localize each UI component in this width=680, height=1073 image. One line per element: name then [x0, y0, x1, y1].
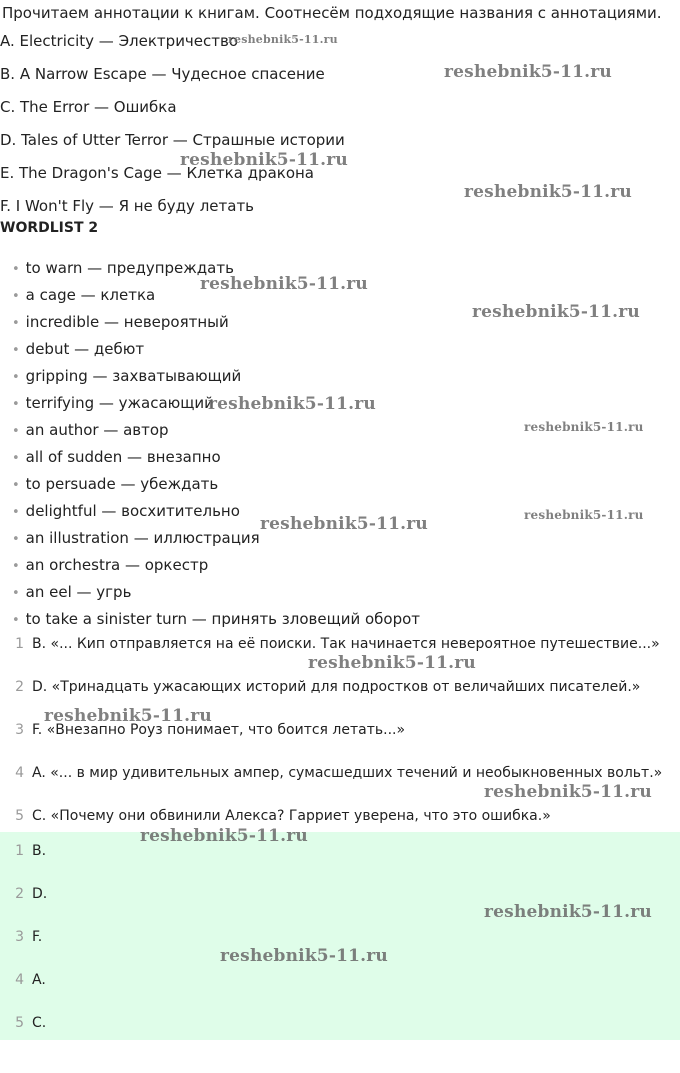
word-item — [12, 340, 144, 358]
answer-row — [0, 929, 680, 945]
word-item — [12, 448, 221, 466]
watermark: reshebnik5-11.ru — [220, 946, 388, 966]
word-text: an eel — угрь — [25, 583, 132, 601]
bullet-icon: • — [12, 316, 20, 331]
bullet-icon: • — [12, 370, 20, 385]
match-row — [0, 808, 680, 824]
book-title-e: E. The Dragon's Cage — Клетка дракона — [0, 164, 314, 182]
watermark: reshebnik5-11.ru — [44, 706, 212, 726]
word-item — [12, 610, 420, 628]
word-item — [12, 529, 260, 547]
word-text: debut — дебют — [25, 340, 145, 358]
book-title-c: C. The Error — Ошибка — [0, 98, 177, 116]
bullet-icon: • — [12, 586, 20, 601]
book-title-a: A. Electricity — Электричество — [0, 32, 239, 50]
word-text: delightful — восхитительно — [25, 502, 240, 520]
word-text: an illustration — иллюстрация — [25, 529, 260, 547]
watermark: reshebnik5-11.ru — [140, 826, 308, 846]
row-number: 4 — [15, 765, 24, 781]
row-number: 5 — [15, 1015, 24, 1031]
word-item — [12, 394, 214, 412]
bullet-icon: • — [12, 478, 20, 493]
word-text: gripping — захватывающий — [25, 367, 242, 385]
row-number: 3 — [15, 929, 24, 945]
word-item — [12, 556, 208, 574]
row-number: 5 — [15, 808, 24, 824]
watermark: reshebnik5-11.ru — [208, 394, 376, 414]
match-text: F. «Внезапно Роуз понимает, что боится летать...» — [32, 722, 406, 738]
match-row — [0, 636, 680, 652]
bullet-icon: • — [12, 613, 20, 628]
answer-text: C. — [32, 1015, 47, 1031]
word-item — [12, 475, 218, 493]
book-title-b: B. A Narrow Escape — Чудесное спасение — [0, 65, 325, 83]
watermark: reshebnik5-11.ru — [200, 274, 368, 294]
word-text: an orchestra — оркестр — [25, 556, 209, 574]
row-number: 3 — [15, 722, 24, 738]
answer-row — [0, 972, 680, 988]
row-number: 2 — [15, 679, 24, 695]
bullet-icon: • — [12, 343, 20, 358]
word-item — [12, 502, 240, 520]
bullet-icon: • — [12, 505, 20, 520]
watermark: reshebnik5-11.ru — [484, 902, 652, 922]
wordlist-title: WORDLIST 2 — [0, 220, 99, 236]
answer-row — [0, 843, 680, 859]
answer-text: B. — [32, 843, 47, 859]
watermark: reshebnik5-11.ru — [464, 182, 632, 202]
bullet-icon: • — [12, 559, 20, 574]
bullet-icon: • — [12, 424, 20, 439]
bullet-icon: • — [12, 289, 20, 304]
answer-text: F. — [32, 929, 43, 945]
bullet-icon: • — [12, 397, 20, 412]
watermark: reshebnik5-11.ru — [444, 62, 612, 82]
row-number: 4 — [15, 972, 24, 988]
word-item — [12, 313, 229, 331]
word-text: incredible — невероятный — [25, 313, 229, 331]
word-text: a cage — клетка — [25, 286, 156, 304]
bullet-icon: • — [12, 532, 20, 547]
watermark: reshebnik5-11.ru — [228, 33, 338, 46]
word-item — [12, 421, 169, 439]
match-text: B. «... Кип отправляется на её поиски. Так начинается невероятное путешествие...» — [32, 636, 660, 652]
word-item — [12, 583, 131, 601]
word-text: to persuade — убеждать — [25, 475, 219, 493]
match-text: D. «Тринадцать ужасающих историй для подростков от величайших писателей.» — [32, 679, 641, 695]
word-text: to take a sinister turn — принять зловещий оборот — [25, 610, 421, 628]
intro-text: Прочитаем аннотации к книгам. Соотнесём подходящие названия с аннотациями. — [2, 4, 662, 22]
watermark: reshebnik5-11.ru — [484, 782, 652, 802]
watermark: reshebnik5-11.ru — [308, 653, 476, 673]
match-text: A. «... в мир удивительных ампер, сумасшедших течений и необыкновенных вольт.» — [32, 765, 663, 781]
row-number: 2 — [15, 886, 24, 902]
answer-text: D. — [32, 886, 48, 902]
match-row — [0, 679, 680, 695]
match-row — [0, 765, 680, 781]
answer-row — [0, 886, 680, 902]
watermark: reshebnik5-11.ru — [524, 420, 644, 434]
word-text: terrifying — ужасающий — [25, 394, 214, 412]
watermark: reshebnik5-11.ru — [524, 508, 644, 522]
watermark: reshebnik5-11.ru — [260, 514, 428, 534]
watermark: reshebnik5-11.ru — [472, 302, 640, 322]
word-item — [12, 286, 155, 304]
book-title-f: F. I Won't Fly — Я не буду летать — [0, 197, 255, 215]
word-text: an author — автор — [25, 421, 169, 439]
bullet-icon: • — [12, 451, 20, 466]
word-text: all of sudden — внезапно — [25, 448, 221, 466]
row-number: 1 — [15, 636, 24, 652]
answer-text: A. — [32, 972, 46, 988]
answer-row — [0, 1015, 680, 1031]
word-item — [12, 367, 241, 385]
bullet-icon: • — [12, 262, 20, 277]
watermark: reshebnik5-11.ru — [180, 150, 348, 170]
row-number: 1 — [15, 843, 24, 859]
book-title-d: D. Tales of Utter Terror — Страшные истории — [0, 131, 345, 149]
word-text: to warn — предупреждать — [25, 259, 234, 277]
match-text: C. «Почему они обвинили Алекса? Гарриет уверена, что это ошибка.» — [32, 808, 551, 824]
